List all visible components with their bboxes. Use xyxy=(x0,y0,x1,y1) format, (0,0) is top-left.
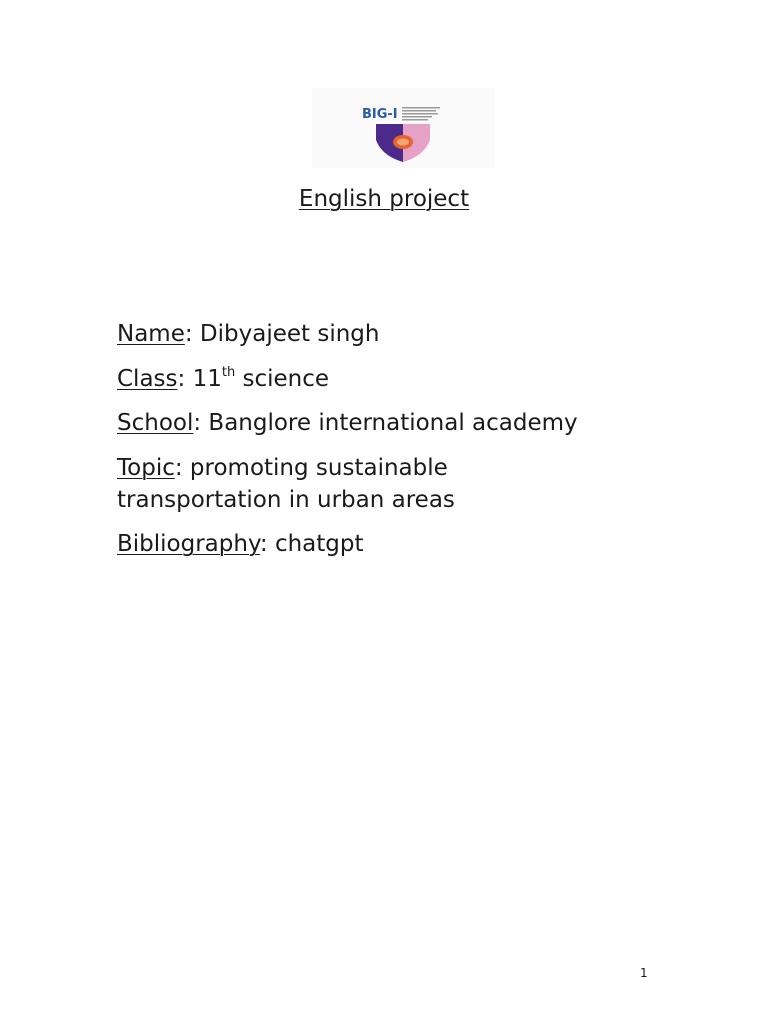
page-title xyxy=(0,184,768,214)
school-value: Banglore international academy xyxy=(208,410,578,436)
topic-value-line2: transportation in urban areas xyxy=(117,486,455,513)
school-row: School: Banglore international academy xyxy=(117,410,578,436)
name-row: Name: Dibyajeet singh xyxy=(117,321,380,347)
name-label: Name xyxy=(117,321,185,347)
bibliography-value: chatgpt xyxy=(274,531,364,557)
school-label: School xyxy=(117,410,194,436)
school-logo xyxy=(312,88,494,168)
class-value-suffix: science xyxy=(235,365,330,392)
class-value-superscript: th xyxy=(221,364,236,380)
class-row: Class: 11th science xyxy=(117,364,330,392)
topic-row: Topic: promoting sustainable transportation in urban areas xyxy=(117,454,455,513)
name-value: Dibyajeet singh xyxy=(199,321,380,347)
class-label: Class xyxy=(117,365,178,392)
topic-value-line1: promoting sustainable xyxy=(189,454,448,481)
bibliography-label: Bibliography xyxy=(117,531,260,557)
topic-label: Topic xyxy=(117,454,175,481)
bibliography-row: Bibliography: chatgpt xyxy=(117,531,364,557)
page-number: 1 xyxy=(640,966,648,980)
title-text: English project xyxy=(298,186,470,212)
logo-text: BIG-I xyxy=(362,107,398,122)
class-value-number: 11 xyxy=(192,365,222,392)
student-info xyxy=(117,318,677,573)
